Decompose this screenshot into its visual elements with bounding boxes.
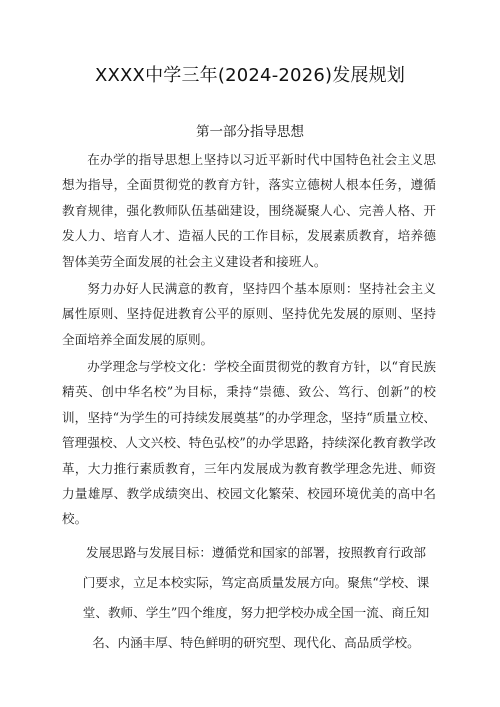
paragraph-development-goals: 发展思路与发展目标：遵循党和国家的部署，按照教育行政部门要求，立足本校实际，笃定高质量发展方向。聚焦“学校、课堂、教师、学生”四个维度，努力把学校办成全国一流、商丘知名、内涵丰厚、特色鲜明的研究型、现代化、高品质学校。 — [82, 545, 430, 650]
document-title: XXXX中学三年(2024-2026)发展规划 — [94, 65, 406, 86]
paragraph-guiding-ideology: 在办学的指导思想上坚持以习近平新时代中国特色社会主义思想为指导，全面贯彻党的教育方针，落实立德树人根本任务，遵循教育规律，强化教师队伍基础建设，围绕凝聚人心、完善人格、开发人力、培育人才、造福人民的工作目标，发展素质教育，培养德智体美劳全面发展的社会主义建设者和接班人。 — [62, 152, 436, 269]
paragraph-school-culture: 办学理念与学校文化：学校全面贯彻党的教育方针，以“育民族精英、创中华名校”为目标，秉持“崇德、致公、笃行、创新”的校训，坚持“为学生的可持续发展奠基”的办学理念，坚持“质量立校、管理强校、人文兴校、特色弘校”的办学思路，持续深化教育教学改革，大力推行素质教育，三年内发展成为教育教学理念先进、师资力量雄厚、教学成绩突出、校园文化繁荣、校园环境优美的高中名校。 — [62, 359, 436, 527]
paragraph-basic-principles: 努力办好人民满意的教育，坚持四个基本原则：坚持社会主义属性原则、坚持促进教育公平的原则、坚持优先发展的原则、坚持全面培养全面发展的原则。 — [62, 281, 436, 347]
section-heading: 第一部分指导思想 — [196, 124, 304, 140]
